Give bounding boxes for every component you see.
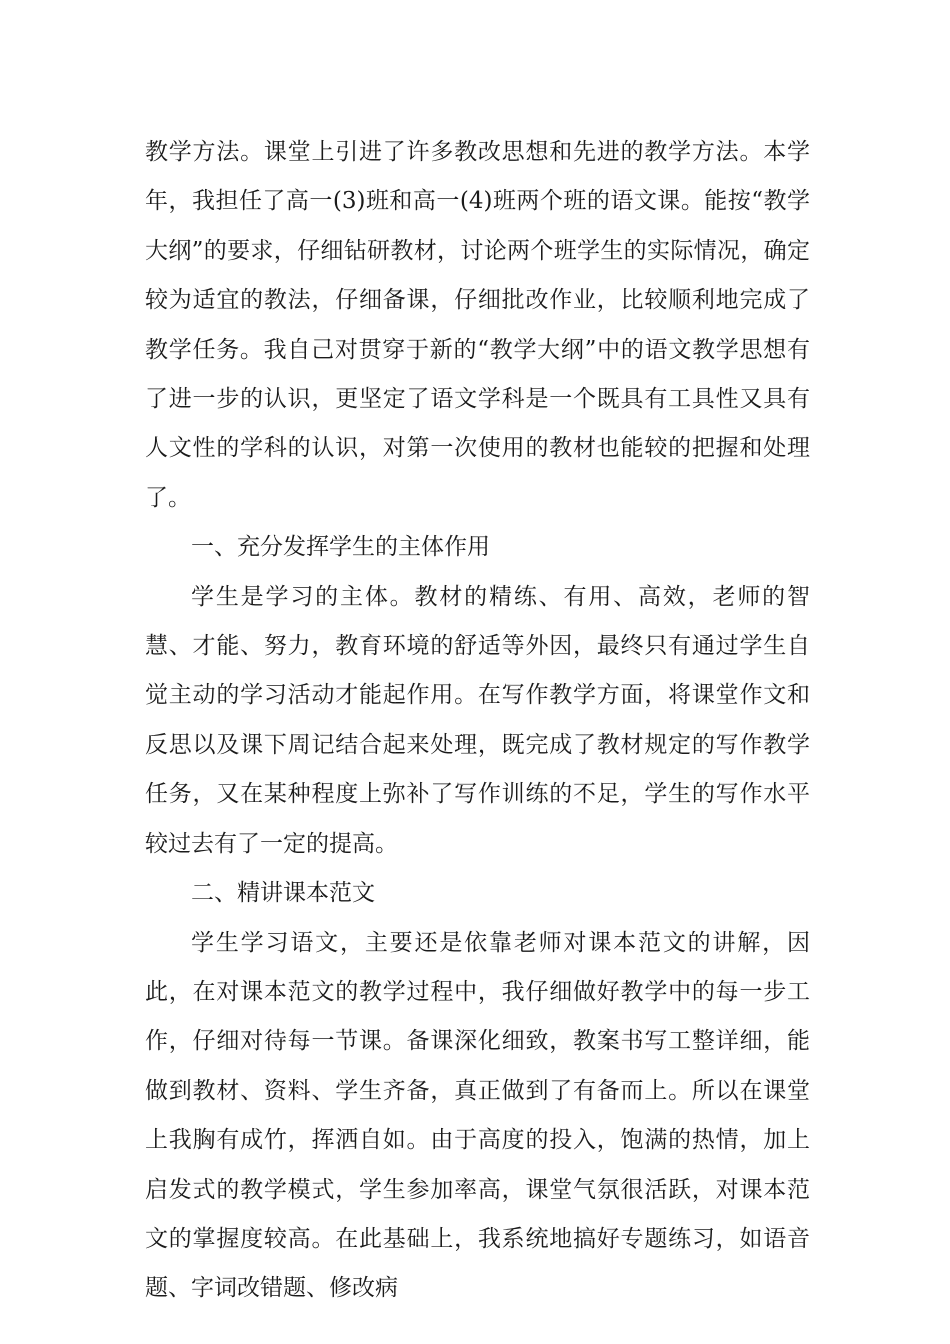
paragraph-section-2: 学生学习语文，主要还是依靠老师对课本范文的讲解，因此，在对课本范文的教学过程中，我仔细做好教学中的每一步工作，仔细对待每一节课。备课深化细致，教案书写工整详细，能做到教材、资料、学生齐备，真正做到了有备而上。所以在课堂上我胸有成竹，挥洒自如。由于高度的投入，饱满的热情，加上启发式的教学模式，学生参加率高，课堂气氛很活跃，对课本范文的掌握度较高。在此基础上，我系统地搞好专题练习，如语音题、字词改错题、修改病 <box>145 929 810 1302</box>
section-heading-2: 二、精讲课本范文 <box>191 880 375 907</box>
section-heading-1: 一、充分发挥学生的主体作用 <box>191 534 490 561</box>
document-body <box>145 128 810 1314</box>
paragraph-intro: 教学方法。课堂上引进了许多教改思想和先进的教学方法。本学年，我担任了高一(3)班和高一(4)班两个班的语文课。能按“教学大纲”的要求，仔细钻研教材，讨论两个班学生的实际情况，确定较为适宜的教法，仔细备课，仔细批改作业，比较顺利地完成了教学任务。我自己对贯穿于新的“教学大纲”中的语文教学思想有了进一步的认识，更坚定了语文学科是一个既具有工具性又具有人文性的学科的认识，对第一次使用的教材也能较的把握和处理了。 <box>145 139 810 511</box>
paragraph-section-1: 学生是学习的主体。教材的精练、有用、高效，老师的智慧、才能、努力，教育环境的舒适等外因，最终只有通过学生自觉主动的学习活动才能起作用。在写作教学方面，将课堂作文和反思以及课下周记结合起来处理，既完成了教材规定的写作教学任务，又在某种程度上弥补了写作训练的不足，学生的写作水平较过去有了一定的提高。 <box>145 583 810 857</box>
